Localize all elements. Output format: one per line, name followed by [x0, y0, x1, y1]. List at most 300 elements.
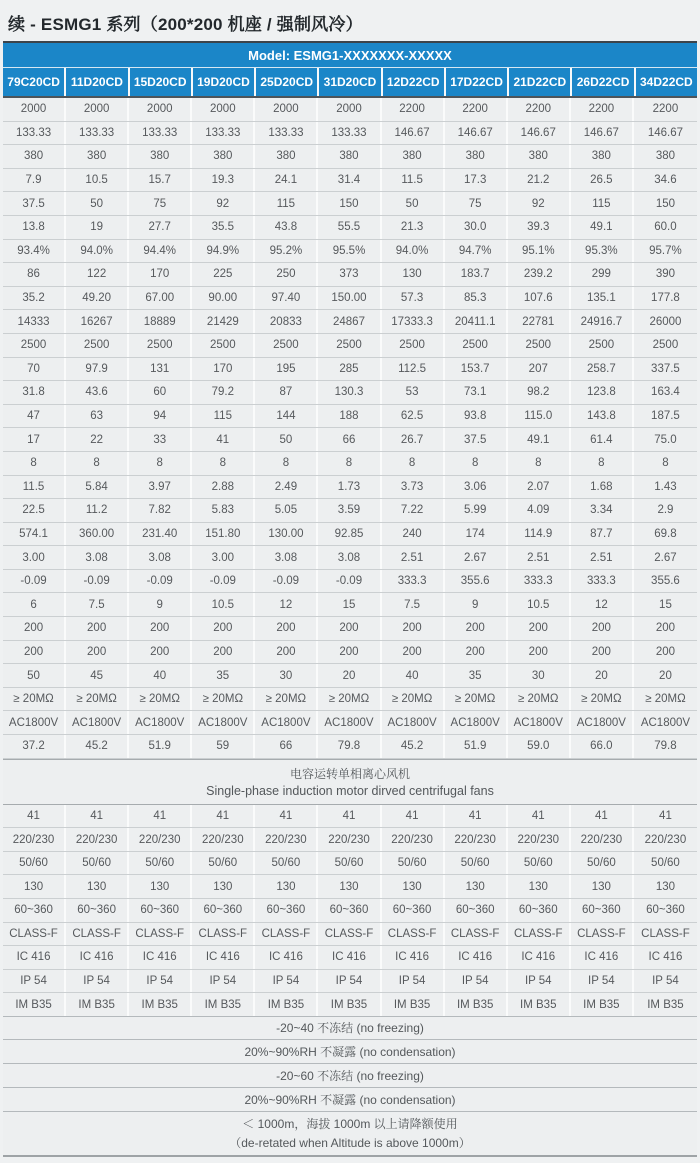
table-cell: 60~360 [382, 899, 445, 922]
table-cell: 380 [508, 145, 571, 168]
table-cell: 177.8 [651, 292, 680, 305]
table-cell: 5.05 [255, 499, 318, 522]
table-cell: 93.8 [445, 405, 508, 428]
table-cell: 188 [318, 405, 381, 428]
table-cell: 2200 [571, 98, 634, 121]
table-cell: 20 [571, 664, 634, 687]
table-cell: 95.3% [571, 240, 634, 263]
table-cell: 97.40 [255, 287, 318, 310]
table-cell: 8 [508, 452, 571, 475]
table-cell: 2000 [3, 98, 66, 121]
table-cell: 50 [382, 192, 445, 215]
table-cell: 60~360 [571, 899, 634, 922]
table-cell: 146.67 [382, 122, 445, 145]
altitude-text-en: （de-retated when Altitude is above 1000m） [229, 1136, 471, 1151]
table-cell: 3.97 [129, 476, 192, 499]
table-cell: 21429 [192, 310, 255, 333]
fan-section-title-zh: 电容运转单相离心风机 [289, 767, 410, 782]
table-cell: 200 [3, 617, 66, 640]
table-cell: 15 [318, 593, 381, 616]
table-cell: 94 [129, 405, 192, 428]
table-cell: 130 [192, 875, 255, 898]
table-cell: 2500 [3, 334, 66, 357]
spec-rows-body [3, 98, 697, 759]
table-cell: 51.9 [129, 735, 192, 758]
table-cell: 112.5 [382, 358, 445, 381]
table-cell: IM B35 [508, 993, 571, 1016]
table-cell: 8 [571, 452, 634, 475]
table-cell: 130.00 [255, 523, 318, 546]
table-cell: 133.33 [3, 122, 66, 145]
table-cell: 133.33 [255, 122, 318, 145]
table-cell: 50/60 [129, 852, 192, 875]
table-cell: 130 [382, 875, 445, 898]
table-cell: AC1800V [192, 711, 255, 734]
table-cell: 355.6 [445, 570, 508, 593]
table-cell: -0.09 [129, 570, 192, 593]
table-cell: 200 [571, 617, 634, 640]
table-cell: 94.0% [382, 240, 445, 263]
table-cell: 380 [445, 145, 508, 168]
table-cell: ≥ 20MΩ [445, 688, 508, 711]
table-cell: 130 [571, 875, 634, 898]
table-cell: AC1800V [3, 711, 66, 734]
table-cell: 97.9 [66, 358, 129, 381]
table-cell: 2500 [382, 334, 445, 357]
table-cell: 22781 [508, 310, 571, 333]
table-cell: 10.5 [192, 593, 255, 616]
table-cell: 380 [655, 150, 676, 163]
table-cell: 92.85 [318, 523, 381, 546]
table-cell: 13.8 [3, 216, 66, 239]
table-cell: 79.8 [654, 740, 677, 753]
column-header: 11D20CD [66, 68, 127, 96]
table-cell: 200 [655, 622, 676, 635]
table-cell: 49.1 [571, 216, 634, 239]
table-cell: 39.3 [508, 216, 571, 239]
table-cell: IC 416 [508, 946, 571, 969]
spec-row [3, 240, 697, 264]
spec-row [3, 192, 697, 216]
table-cell: 41 [318, 805, 381, 828]
table-cell: 60~360 [129, 899, 192, 922]
spec-row [3, 593, 697, 617]
table-cell: 107.6 [508, 287, 571, 310]
table-cell: 2.9 [657, 504, 674, 517]
table-cell: 146.67 [571, 122, 634, 145]
table-cell: 41 [659, 809, 672, 822]
table-cell: 151.80 [192, 523, 255, 546]
table-cell: 1.73 [318, 476, 381, 499]
table-cell: 95.7% [649, 244, 682, 257]
table-cell: 15 [659, 598, 672, 611]
spec-row [3, 287, 697, 311]
table-cell: 51.9 [445, 735, 508, 758]
table-cell: 115 [255, 192, 318, 215]
table-cell: -0.09 [192, 570, 255, 593]
spec-row [3, 358, 697, 382]
table-cell: -0.09 [66, 570, 129, 593]
table-cell: 2000 [192, 98, 255, 121]
table-cell: 2.51 [508, 546, 571, 569]
table-cell: 94.0% [66, 240, 129, 263]
table-cell: 2.51 [382, 546, 445, 569]
table-cell: 240 [382, 523, 445, 546]
table-cell: 131 [129, 358, 192, 381]
table-cell: 200 [655, 645, 676, 658]
table-cell: 2500 [508, 334, 571, 357]
table-cell: 115 [192, 405, 255, 428]
table-cell: AC1800V [571, 711, 634, 734]
table-cell: 50 [255, 428, 318, 451]
table-cell: 19.3 [192, 169, 255, 192]
table-cell: 2500 [129, 334, 192, 357]
table-cell: IC 416 [648, 951, 683, 964]
table-cell: 195 [255, 358, 318, 381]
table-cell: 22.5 [3, 499, 66, 522]
table-cell: 4.09 [508, 499, 571, 522]
page-title: 续 - ESMG1 系列（200*200 机座 / 强制风冷） [8, 15, 363, 34]
table-cell: 8 [445, 452, 508, 475]
table-cell: 73.1 [445, 381, 508, 404]
spec-row [3, 735, 697, 759]
table-cell: CLASS-F [508, 923, 571, 946]
column-header: 17D22CD [446, 68, 507, 96]
table-cell: 150.00 [318, 287, 381, 310]
table-cell: 2500 [255, 334, 318, 357]
table-cell: 93.4% [3, 240, 66, 263]
spec-row [3, 711, 697, 735]
table-cell: 20 [659, 669, 672, 682]
table-cell: 220/230 [3, 828, 66, 851]
table-cell: 45.2 [66, 735, 129, 758]
table-cell: 146.67 [647, 126, 684, 139]
table-cell: 130 [382, 263, 445, 286]
table-cell: 207 [508, 358, 571, 381]
table-cell: 37.5 [445, 428, 508, 451]
table-cell: 200 [508, 641, 571, 664]
fan-rows-body [3, 805, 697, 1017]
table-cell: 94.7% [445, 240, 508, 263]
table-cell: ≥ 20MΩ [129, 688, 192, 711]
table-cell: 94.9% [192, 240, 255, 263]
table-cell: 337.5 [651, 362, 680, 375]
table-cell: CLASS-F [318, 923, 381, 946]
table-cell: 373 [318, 263, 381, 286]
table-cell: ≥ 20MΩ [3, 688, 66, 711]
table-cell: -0.09 [255, 570, 318, 593]
spec-row [3, 452, 697, 476]
table-cell: 239.2 [508, 263, 571, 286]
table-cell: 75 [129, 192, 192, 215]
table-cell: 333.3 [382, 570, 445, 593]
table-cell: 70 [3, 358, 66, 381]
table-cell: IP 54 [508, 970, 571, 993]
table-cell: 360.00 [66, 523, 129, 546]
spec-row [3, 546, 697, 570]
column-header-row [3, 68, 697, 98]
table-cell: 94.4% [129, 240, 192, 263]
altitude-row [3, 1112, 697, 1157]
table-cell: 130 [66, 875, 129, 898]
table-cell: 574.1 [3, 523, 66, 546]
spec-row [3, 98, 697, 122]
table-cell: 60~360 [66, 899, 129, 922]
column-header: 31D20CD [319, 68, 380, 96]
table-cell: 1.68 [571, 476, 634, 499]
table-cell: 3.06 [445, 476, 508, 499]
table-cell: 143.8 [571, 405, 634, 428]
table-cell: 220/230 [571, 828, 634, 851]
column-header: 19D20CD [193, 68, 254, 96]
table-cell: IM B35 [192, 993, 255, 1016]
fan-section-heading [3, 759, 697, 805]
table-cell: 5.99 [445, 499, 508, 522]
table-cell: 15.7 [129, 169, 192, 192]
table-cell: 41 [255, 805, 318, 828]
table-cell: IM B35 [255, 993, 318, 1016]
table-cell: 380 [255, 145, 318, 168]
table-cell: 8 [255, 452, 318, 475]
table-cell: ≥ 20MΩ [508, 688, 571, 711]
table-cell: 2000 [318, 98, 381, 121]
table-cell: 41 [66, 805, 129, 828]
table-cell: 174 [445, 523, 508, 546]
table-cell: 3.00 [192, 546, 255, 569]
spec-row [3, 570, 697, 594]
env-row: -20~60 不冻结 (no freezing) [3, 1064, 697, 1088]
table-cell: 35 [192, 664, 255, 687]
table-cell: 26000 [649, 315, 682, 328]
table-cell: 380 [3, 145, 66, 168]
table-cell: 2200 [652, 103, 679, 116]
table-cell: 2500 [192, 334, 255, 357]
table-cell: 2000 [255, 98, 318, 121]
table-cell: 390 [655, 268, 676, 281]
table-cell: 200 [66, 617, 129, 640]
table-cell: 67.00 [129, 287, 192, 310]
table-cell: 10.5 [66, 169, 129, 192]
table-cell: ≥ 20MΩ [571, 688, 634, 711]
table-cell: 3.59 [318, 499, 381, 522]
table-cell: 7.9 [3, 169, 66, 192]
table-cell: IC 416 [571, 946, 634, 969]
table-cell: 146.67 [445, 122, 508, 145]
table-cell: 50/60 [382, 852, 445, 875]
table-cell: 41 [192, 805, 255, 828]
table-cell: 17 [3, 428, 66, 451]
table-cell: 380 [571, 145, 634, 168]
column-header: 79C20CD [3, 68, 64, 96]
table-cell: 3.08 [255, 546, 318, 569]
table-cell: 60~360 [508, 899, 571, 922]
table-cell: 31.8 [3, 381, 66, 404]
table-cell: ≥ 20MΩ [645, 693, 686, 706]
table-cell: 66.0 [571, 735, 634, 758]
spec-row [3, 310, 697, 334]
table-cell: 79.8 [318, 735, 381, 758]
table-cell: 26.7 [382, 428, 445, 451]
table-cell: 8 [129, 452, 192, 475]
table-cell: ≥ 20MΩ [255, 688, 318, 711]
table-cell: IP 54 [382, 970, 445, 993]
table-cell: 20411.1 [445, 310, 508, 333]
table-cell: 200 [318, 617, 381, 640]
table-cell: 2500 [652, 339, 679, 352]
table-cell: 66 [318, 428, 381, 451]
table-cell: 8 [66, 452, 129, 475]
column-header: 34D22CD [636, 68, 697, 96]
table-cell: 8 [192, 452, 255, 475]
table-cell: IP 54 [66, 970, 129, 993]
table-cell: 50/60 [3, 852, 66, 875]
table-cell: 60~360 [192, 899, 255, 922]
table-cell: IP 54 [129, 970, 192, 993]
table-cell: 220/230 [129, 828, 192, 851]
table-cell: 19 [66, 216, 129, 239]
column-header: 15D20CD [130, 68, 191, 96]
table-cell: 133.33 [66, 122, 129, 145]
table-cell: 60~360 [318, 899, 381, 922]
table-cell: 183.7 [445, 263, 508, 286]
table-cell: 187.5 [651, 410, 680, 423]
table-cell: 10.5 [508, 593, 571, 616]
table-cell: 30 [508, 664, 571, 687]
spec-row [3, 641, 697, 665]
table-cell: 41 [129, 805, 192, 828]
column-header: 21D22CD [509, 68, 570, 96]
table-cell: 62.5 [382, 405, 445, 428]
table-cell: 95.2% [255, 240, 318, 263]
spec-row [3, 476, 697, 500]
table-cell: 24916.7 [571, 310, 634, 333]
table-cell: 86 [3, 263, 66, 286]
table-cell: 2200 [508, 98, 571, 121]
table-cell: 75.0 [654, 433, 677, 446]
table-cell: IC 416 [255, 946, 318, 969]
table-cell: IP 54 [192, 970, 255, 993]
spec-row [3, 216, 697, 240]
table-cell: 122 [66, 263, 129, 286]
table-cell: 50/60 [651, 857, 680, 870]
table-cell: 200 [129, 641, 192, 664]
table-cell: 35.2 [3, 287, 66, 310]
table-cell: 41 [382, 805, 445, 828]
table-cell: 12 [571, 593, 634, 616]
table-cell: 9 [129, 593, 192, 616]
table-cell: 220/230 [445, 828, 508, 851]
table-cell: 220/230 [66, 828, 129, 851]
table-cell: 79.2 [192, 381, 255, 404]
table-cell: 37.5 [3, 192, 66, 215]
table-cell: 2500 [445, 334, 508, 357]
table-cell: 60~360 [445, 899, 508, 922]
spec-row [3, 263, 697, 287]
table-cell: 5.83 [192, 499, 255, 522]
table-cell: 285 [318, 358, 381, 381]
table-cell: IM B35 [445, 993, 508, 1016]
fan-row [3, 852, 697, 876]
table-cell: AC1800V [640, 716, 691, 729]
table-cell: 50/60 [255, 852, 318, 875]
table-cell: 49.20 [66, 287, 129, 310]
table-cell: CLASS-F [3, 923, 66, 946]
table-cell: 57.3 [382, 287, 445, 310]
table-cell: 200 [571, 641, 634, 664]
table-cell: IM B35 [382, 993, 445, 1016]
fan-row [3, 875, 697, 899]
table-cell: 50/60 [66, 852, 129, 875]
table-cell: 130 [318, 875, 381, 898]
table-cell: 50/60 [192, 852, 255, 875]
table-cell: IM B35 [66, 993, 129, 1016]
table-cell: 87 [255, 381, 318, 404]
env-row: -20~40 不冻结 (no freezing) [3, 1016, 697, 1040]
table-cell: 41 [3, 805, 66, 828]
table-cell: IP 54 [652, 975, 679, 988]
table-cell: 12 [255, 593, 318, 616]
table-cell: 75 [445, 192, 508, 215]
table-cell: IC 416 [3, 946, 66, 969]
column-header: 25D20CD [256, 68, 317, 96]
table-cell: 220/230 [508, 828, 571, 851]
table-cell: CLASS-F [641, 927, 690, 940]
table-cell: 2200 [445, 98, 508, 121]
table-cell: CLASS-F [382, 923, 445, 946]
table-cell: 11.5 [382, 169, 445, 192]
table-cell: 231.40 [129, 523, 192, 546]
table-cell: 24867 [318, 310, 381, 333]
table-cell: 17333.3 [382, 310, 445, 333]
table-cell: 3.73 [382, 476, 445, 499]
table-cell: 50/60 [318, 852, 381, 875]
table-cell: -0.09 [3, 570, 66, 593]
table-cell: IP 54 [571, 970, 634, 993]
table-cell: IM B35 [318, 993, 381, 1016]
table-cell: IP 54 [255, 970, 318, 993]
table-cell: 200 [318, 641, 381, 664]
table-cell: 7.5 [382, 593, 445, 616]
table-cell: 69.8 [654, 527, 677, 540]
table-cell: 59.0 [508, 735, 571, 758]
spec-row [3, 122, 697, 146]
table-cell: IM B35 [129, 993, 192, 1016]
table-cell: 380 [318, 145, 381, 168]
table-cell: 380 [129, 145, 192, 168]
table-cell: 220/230 [192, 828, 255, 851]
spec-row [3, 381, 697, 405]
table-cell: 59 [192, 735, 255, 758]
table-cell: 8 [318, 452, 381, 475]
table-cell: 8 [662, 457, 669, 470]
table-cell: 3.08 [66, 546, 129, 569]
model-header: Model: ESMG1-XXXXXXX-XXXXX [3, 43, 697, 68]
table-cell: AC1800V [318, 711, 381, 734]
altitude-text-zh: ＜ 1000m，海拔 1000m 以上请降额使用 [242, 1117, 458, 1132]
table-cell: 37.2 [3, 735, 66, 758]
fan-row [3, 993, 697, 1017]
table-cell: 133.33 [318, 122, 381, 145]
table-cell: 200 [445, 641, 508, 664]
table-cell: 35.5 [192, 216, 255, 239]
table-cell: 27.7 [129, 216, 192, 239]
table-cell: 40 [382, 664, 445, 687]
table-cell: 380 [382, 145, 445, 168]
table-cell: 35 [445, 664, 508, 687]
table-cell: 114.9 [508, 523, 571, 546]
fan-section-title-en: Single-phase induction motor dirved centrifugal fans [206, 784, 494, 799]
table-cell: -0.09 [318, 570, 381, 593]
